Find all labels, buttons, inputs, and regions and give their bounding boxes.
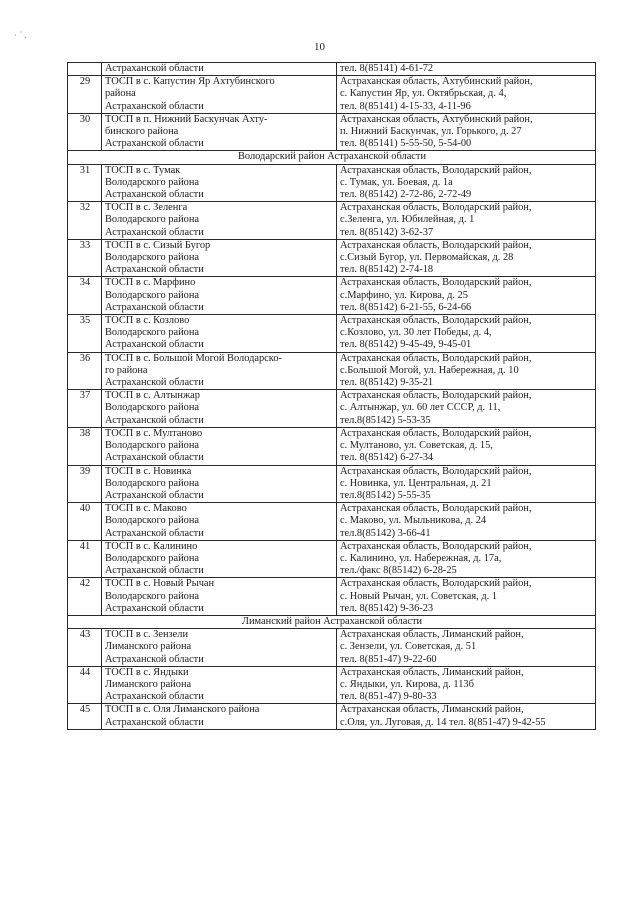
- office-address: Астраханская область, Володарский район, с.Козлово, ул. 30 лет Победы, д. 4, тел. 8(85142) 9-45-49, 9-45-01: [337, 315, 596, 353]
- office-name: ТОСП в с. Новинка Володарского района Астраханской области: [102, 465, 337, 503]
- office-name: ТОСП в с. Оля Лиманского района Астраханской области: [102, 704, 337, 729]
- section-row: [68, 151, 596, 164]
- row-number: 35: [68, 315, 102, 353]
- row-number: 43: [68, 629, 102, 667]
- office-name: ТОСП в с. Большой Могой Володарско- го района Астраханской области: [102, 352, 337, 390]
- office-address: Астраханская область, Володарский район, с.Большой Могой, ул. Набережная, д. 10 тел. 8(85142) 9-35-21: [337, 352, 596, 390]
- office-address: Астраханская область, Лиманский район, с. Яндыки, ул. Кирова, д. 113б тел. 8(851-47) 9-80-33: [337, 666, 596, 704]
- row-number: 38: [68, 427, 102, 465]
- table-row: [68, 629, 596, 667]
- row-number: 31: [68, 164, 102, 202]
- office-address: Астраханская область, Володарский район, с.Сизый Бугор, ул. Первомайская, д. 28 тел. 8(85142) 2-74-18: [337, 239, 596, 277]
- row-number: 32: [68, 202, 102, 240]
- table-row: [68, 540, 596, 578]
- table-row: [68, 239, 596, 277]
- office-name: ТОСП в с. Козлово Володарского района Астраханской области: [102, 315, 337, 353]
- row-number: 33: [68, 239, 102, 277]
- office-name: ТОСП в с. Тумак Володарского района Астраханской области: [102, 164, 337, 202]
- row-number: 34: [68, 277, 102, 315]
- office-name: ТОСП в п. Нижний Баскунчак Ахту- бинского района Астраханской области: [102, 113, 337, 151]
- table-row: [68, 76, 596, 114]
- office-name: Астраханской области: [102, 63, 337, 76]
- office-name: ТОСП в с. Алтынжар Володарского района Астраханской области: [102, 390, 337, 428]
- row-number: 36: [68, 352, 102, 390]
- office-name: ТОСП в с. Зензели Лиманского района Астраханской области: [102, 629, 337, 667]
- office-name: ТОСП в с. Марфино Володарского района Астраханской области: [102, 277, 337, 315]
- table-row: [68, 704, 596, 729]
- table-row: [68, 113, 596, 151]
- row-number: 40: [68, 503, 102, 541]
- section-heading: Лиманский район Астраханской области: [68, 615, 596, 628]
- office-name: ТОСП в с. Сизый Бугор Володарского района Астраханской области: [102, 239, 337, 277]
- row-number: 30: [68, 113, 102, 151]
- office-name: ТОСП в с. Мултаново Володарского района Астраханской области: [102, 427, 337, 465]
- registry-table: [67, 62, 596, 730]
- row-number: 41: [68, 540, 102, 578]
- office-address: Астраханская область, Ахтубинский район, с. Капустин Яр, ул. Октябрьская, д. 4, тел. 8(85141) 4-15-33, 4-11-96: [337, 76, 596, 114]
- office-address: Астраханская область, Володарский район, с. Калинино, ул. Набережная, д. 17а, тел./факс 8(85142) 6-28-25: [337, 540, 596, 578]
- section-heading: Володарский район Астраханской области: [68, 151, 596, 164]
- scan-marks: · ˙ .: [14, 30, 27, 40]
- row-number: 37: [68, 390, 102, 428]
- table-row: [68, 164, 596, 202]
- office-name: ТОСП в с. Яндыки Лиманского района Астраханской области: [102, 666, 337, 704]
- office-name: ТОСП в с. Маково Володарского района Астраханской области: [102, 503, 337, 541]
- office-address: тел. 8(85141) 4-61-72: [337, 63, 596, 76]
- row-number: 29: [68, 76, 102, 114]
- office-name: ТОСП в с. Зеленга Володарского района Астраханской области: [102, 202, 337, 240]
- table-row: [68, 315, 596, 353]
- office-name: ТОСП в с. Новый Рычан Володарского района Астраханской области: [102, 578, 337, 616]
- table-row: [68, 202, 596, 240]
- office-address: Астраханская область, Володарский район, с. Новинка, ул. Центральная, д. 21 тел.8(85142) 5-55-35: [337, 465, 596, 503]
- table-row: [68, 277, 596, 315]
- table-row: [68, 465, 596, 503]
- table-row: [68, 427, 596, 465]
- office-address: Астраханская область, Володарский район, с. Мултаново, ул. Советская, д. 15, тел. 8(85142) 6-27-34: [337, 427, 596, 465]
- office-address: Астраханская область, Володарский район, с. Алтынжар, ул. 60 лет СССР, д. 11, тел.8(85142) 5-53-35: [337, 390, 596, 428]
- section-row: [68, 615, 596, 628]
- table-row: [68, 352, 596, 390]
- office-address: Астраханская область, Лиманский район, с.Оля, ул. Луговая, д. 14 тел. 8(851-47) 9-42-55: [337, 704, 596, 729]
- table-row: [68, 503, 596, 541]
- office-address: Астраханская область, Володарский район, с.Марфино, ул. Кирова, д. 25 тел. 8(85142) 6-21-55, 6-24-66: [337, 277, 596, 315]
- table-row: [68, 578, 596, 616]
- table-row: [68, 390, 596, 428]
- row-number: 42: [68, 578, 102, 616]
- page-number: 10: [314, 41, 325, 53]
- office-address: Астраханская область, Володарский район, с. Новый Рычан, ул. Советская, д. 1 тел. 8(85142) 9-36-23: [337, 578, 596, 616]
- office-address: Астраханская область, Володарский район, с.Зеленга, ул. Юбилейная, д. 1 тел. 8(85142) 3-62-37: [337, 202, 596, 240]
- row-number: 44: [68, 666, 102, 704]
- table-row: [68, 63, 596, 76]
- office-address: Астраханская область, Лиманский район, с. Зензели, ул. Советская, д. 51 тел. 8(851-47) 9-22-60: [337, 629, 596, 667]
- row-number: [68, 63, 102, 76]
- row-number: 39: [68, 465, 102, 503]
- table-row: [68, 666, 596, 704]
- row-number: 45: [68, 704, 102, 729]
- office-name: ТОСП в с. Капустин Яр Ахтубинского района Астраханской области: [102, 76, 337, 114]
- office-address: Астраханская область, Володарский район, с. Тумак, ул. Боевая, д. 1а тел. 8(85142) 2-72-86, 2-72-49: [337, 164, 596, 202]
- office-name: ТОСП в с. Калинино Володарского района Астраханской области: [102, 540, 337, 578]
- office-address: Астраханская область, Володарский район, с. Маково, ул. Мыльникова, д. 24 тел.8(85142) 3-66-41: [337, 503, 596, 541]
- office-address: Астраханская область, Ахтубинский район, п. Нижний Баскунчак, ул. Горького, д. 27 тел. 8(85141) 5-55-50, 5-54-00: [337, 113, 596, 151]
